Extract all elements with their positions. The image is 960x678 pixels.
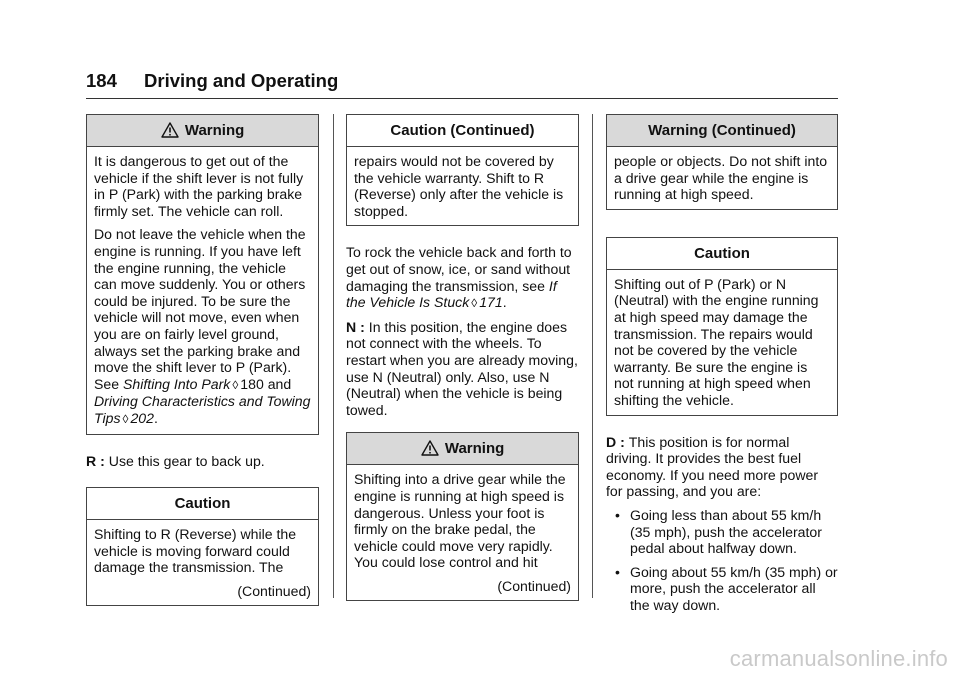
caution-box-reverse <box>86 487 319 606</box>
page-pointer-icon: ◊ <box>232 377 239 392</box>
warning-triangle-icon <box>421 440 439 456</box>
caution-box-body: Shifting to R (Reverse) while the vehicle is moving forward could damage the transmission. The (Continued) <box>94 526 311 599</box>
warning-continued-title: Warning (Continued) <box>607 115 837 147</box>
bullet-icon: • <box>615 506 620 523</box>
warning-box-body: Shifting into a drive gear while the engine is running at high speed is dangerous. Unless your foot is firmly on the brake pedal, the vehicle could move very rapidly. You could lose control and hit (Continued) <box>354 471 571 594</box>
page-pointer-icon: ◊ <box>471 296 478 311</box>
ref-shifting-into-park[interactable]: Shifting Into Park <box>123 375 231 392</box>
watermark: carmanualsonline.info <box>729 646 948 671</box>
ref-driving-characteristics[interactable]: Driving Characteristics and Towing Tips <box>94 393 311 426</box>
list-item: • Going about 55 km/h (35 mph) or more, push the accelerator all the way down. <box>615 563 838 613</box>
caution-continued-title: Caution (Continued) <box>347 115 578 147</box>
column-2 <box>346 114 579 619</box>
gear-label-d: D : <box>606 433 625 450</box>
page-number: 184 <box>86 70 117 91</box>
list-item: • Going less than about 55 km/h (35 mph), push the accelerator pedal about halfway down. <box>615 506 822 557</box>
caution-box-title: Caution <box>607 238 837 270</box>
caution-continued-body: repairs would not be covered by the vehicle warranty. Shift to R (Reverse) only after the vehicle is stopped. <box>354 153 564 219</box>
rock-vehicle-paragraph: To rock the vehicle back and forth to get out of snow, ice, or sand without damaging the transmission, see If the Vehicle Is Stuck ◊ 171. <box>346 244 572 311</box>
warning-box-title: Warning <box>87 115 318 147</box>
continued-note: (Continued) <box>497 577 571 594</box>
caution-box-body: Shifting out of P (Park) or N (Neutral) with the engine running at high speed may damage the transmission. The repairs would not be covered by the vehicle warranty. Be sure the engine is not running at high speed when shifting the vehicle. <box>614 275 819 408</box>
gear-label-n: N : <box>346 318 365 335</box>
continued-note: (Continued) <box>237 582 311 599</box>
column-1 <box>86 114 319 624</box>
warning-paragraph-2: Do not leave the vehicle when the engine is running. If you have left the engine running, the vehicle can move suddenly. You or others could be injured. To be sure the vehicle will not move, even when you are on fairly level ground, always set the parking brake and move the shift lever to P (Park). See Shifting Into Park ◊ 180 and Driving Characteristics and Towing Tips ◊ 202. <box>94 226 311 426</box>
gear-d-description: D : This position is for normal driving. It provides the best fuel economy. If you need more power for passing, and you are: <box>606 433 819 500</box>
bullet-icon: • <box>615 563 620 580</box>
warning-paragraph-1: It is dangerous to get out of the vehicle if the shift lever is not fully in P (Park) with the parking brake firmly set. The vehicle can roll. <box>94 153 304 219</box>
caution-box-high-speed <box>606 237 838 416</box>
warning-triangle-icon <box>161 122 179 138</box>
column-divider-2 <box>592 114 593 598</box>
warning-box-parking <box>86 114 319 435</box>
warning-box-continued <box>606 114 838 210</box>
page-pointer-icon: ◊ <box>122 411 129 426</box>
warning-continued-body: people or objects. Do not shift into a drive gear while the engine is running at high speed. <box>614 153 828 203</box>
ref-vehicle-stuck[interactable]: If the Vehicle Is Stuck <box>346 277 557 311</box>
header-rule <box>86 98 838 99</box>
warning-box-drive-gear <box>346 432 579 601</box>
gear-r-description: R : Use this gear to back up. <box>86 452 265 469</box>
warning-box-body <box>87 147 318 434</box>
column-divider-1 <box>333 114 334 598</box>
passing-bullets <box>606 507 838 614</box>
warning-box-title: Warning <box>347 433 578 465</box>
gear-n-description: N : In this position, the engine does not connect with the wheels. To restart when you are already moving, use N (Neutral) only. Also, use N (Neutral) when the vehicle is being towed. <box>346 318 578 418</box>
column-3 <box>606 114 838 620</box>
caution-box-title: Caution <box>87 488 318 520</box>
caution-box-continued <box>346 114 579 226</box>
section-title: Driving and Operating <box>144 70 339 91</box>
gear-label-r: R : <box>86 452 105 469</box>
page-header <box>86 70 338 92</box>
